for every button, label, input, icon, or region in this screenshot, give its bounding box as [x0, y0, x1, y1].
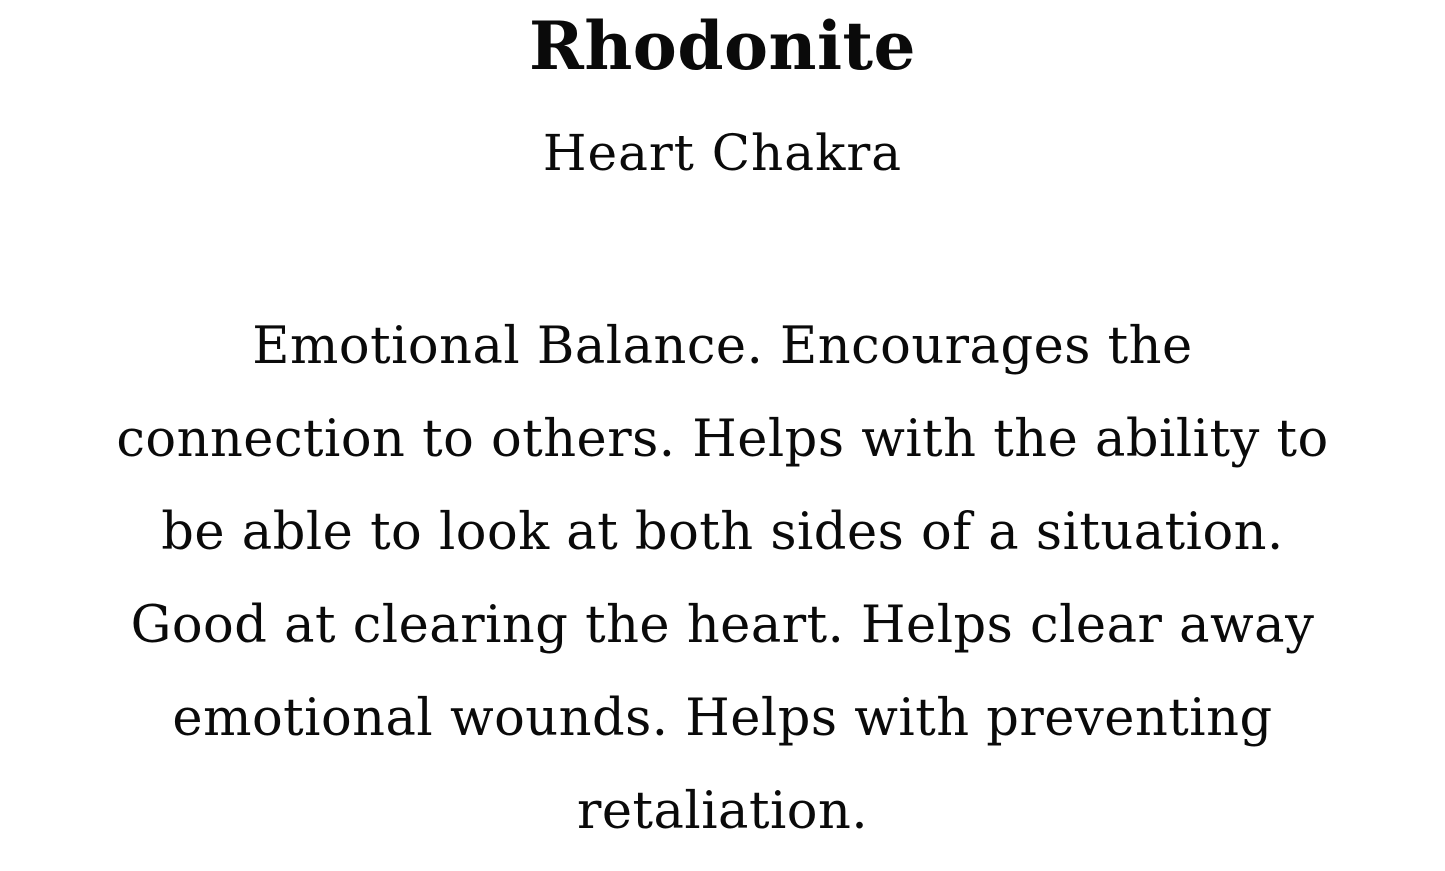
stone-description	[0, 300, 1445, 858]
description-line: Emotional Balance. Encourages the	[252, 317, 1193, 376]
chakra-label: Heart Chakra	[542, 124, 903, 182]
description-line: retaliation.	[576, 782, 869, 841]
stone-name: Rhodonite	[528, 7, 917, 85]
description-line: emotional wounds. Helps with preventing	[172, 689, 1273, 748]
description-line: connection to others. Helps with the ability to	[116, 410, 1329, 469]
description-line: Good at clearing the heart. Helps clear away	[130, 596, 1315, 655]
description-line: be able to look at both sides of a situation.	[161, 503, 1284, 562]
